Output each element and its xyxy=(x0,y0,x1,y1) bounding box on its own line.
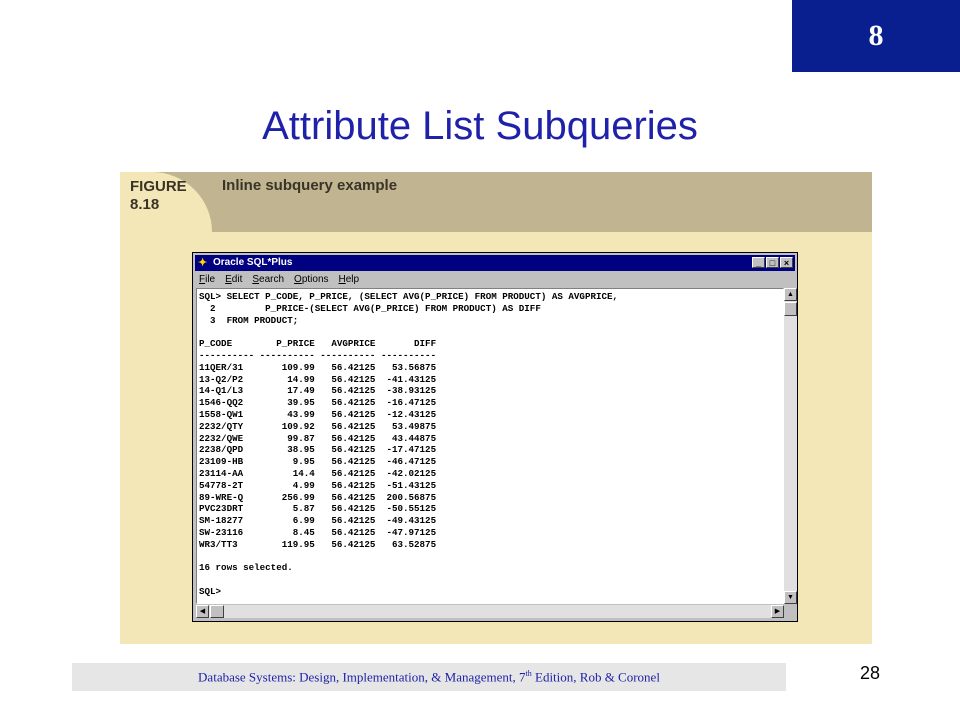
vertical-scrollbar[interactable] xyxy=(784,288,797,604)
scroll-right-icon[interactable]: ▶ xyxy=(771,605,784,618)
vertical-scroll-thumb[interactable] xyxy=(784,302,797,316)
oracle-app-icon[interactable]: ✦ xyxy=(198,257,208,269)
window-titlebar[interactable] xyxy=(195,255,795,271)
chapter-badge xyxy=(792,0,960,72)
close-button[interactable]: × xyxy=(780,257,793,268)
console-text: SQL> SELECT P_CODE, P_PRICE, (SELECT AVG(P_PRICE) FROM PRODUCT) AS AVGPRICE, 2 P_PRICE-(SELECT AVG(P_PRICE) FROM PRODUCT) AS DIFF 3 FROM PRODUCT; P_CODE P_PRICE AVGPRICE DIFF ---------- ---------- ---------- ---------- 11QER/31 109.99 56.42125 53.56875 13-Q2/P2 14.99 56.42125 -41.43125 14-Q1/L3 17.49 56.42125 -38.93125 1546-QQ2 39.95 56.42125 -16.47125 1558-QW1 43.99 56.42125 -12.43125 2232/QTY 109.92 56.42125 53.49875 2232/QWE 99.87 56.42125 43.44875 2238/QPD 38.95 56.42125 -17.47125 23109-HB 9.95 56.42125 -46.47125 23114-AA 14.4 56.42125 -42.02125 54778-2T 4.99 56.42125 -51.43125 89-WRE-Q 256.99 56.42125 200.56875 PVC23DRT 5.87 56.42125 -50.55125 SM-18277 6.99 56.42125 -49.43125 SW-23116 8.45 56.42125 -47.97125 WR3/TT3 119.95 56.42125 63.52875 16 rows selected. SQL> xyxy=(199,291,619,597)
window-title: Oracle SQL*Plus xyxy=(213,257,293,268)
window-controls xyxy=(752,257,793,269)
horizontal-scrollbar[interactable] xyxy=(196,605,784,618)
scroll-down-icon[interactable]: ▼ xyxy=(784,591,797,604)
menu-options[interactable]: Options xyxy=(294,274,329,285)
console-output[interactable] xyxy=(196,288,784,604)
page-number: 28 xyxy=(859,663,881,683)
scroll-left-icon[interactable]: ◀ xyxy=(196,605,209,618)
figure-caption: Inline subquery example xyxy=(222,177,398,194)
minimize-button[interactable]: _ xyxy=(752,257,765,268)
figure-panel xyxy=(120,172,872,644)
menu-bar xyxy=(199,273,359,287)
menu-search[interactable]: Search xyxy=(252,274,285,285)
sqlplus-window xyxy=(192,252,798,622)
menu-file[interactable]: File xyxy=(199,274,216,285)
figure-label-word: FIGURE xyxy=(130,178,187,195)
menu-help[interactable]: Help xyxy=(338,274,360,285)
chapter-number: 8 xyxy=(868,19,884,52)
footer-text-sup: th xyxy=(525,669,532,678)
slide-title: Attribute List Subqueries xyxy=(262,104,698,148)
menu-edit[interactable]: Edit xyxy=(225,274,243,285)
footer-text-tail: Edition, Rob & Coronel xyxy=(531,669,660,685)
footer-citation xyxy=(72,669,786,685)
figure-tab xyxy=(120,172,212,232)
figure-label xyxy=(130,178,187,214)
figure-label-number: 8.18 xyxy=(130,196,160,213)
scroll-up-icon[interactable]: ▲ xyxy=(784,288,797,301)
maximize-button[interactable]: □ xyxy=(766,257,779,268)
horizontal-scroll-thumb[interactable] xyxy=(210,605,224,618)
figure-header xyxy=(120,172,872,232)
footer-bar xyxy=(72,663,786,691)
footer-text-main: Database Systems: Design, Implementation, & Management, 7 xyxy=(198,669,526,685)
